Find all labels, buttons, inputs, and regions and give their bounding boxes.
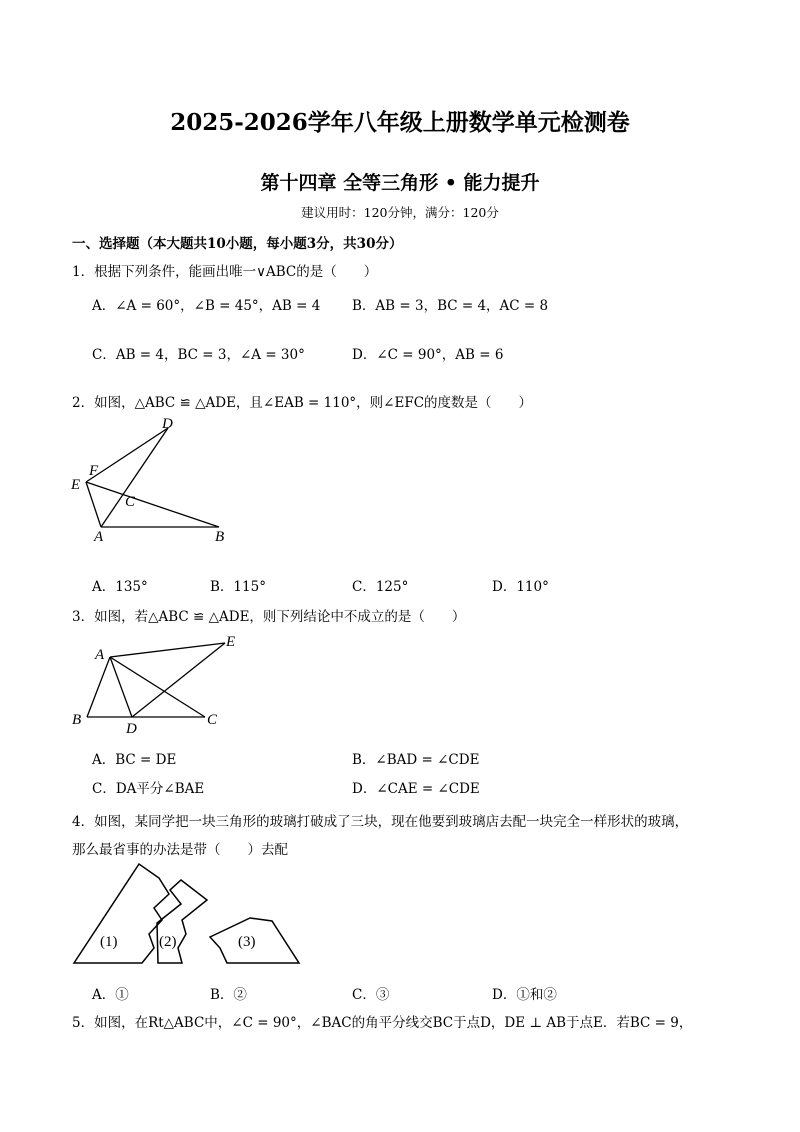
line-AE	[110, 643, 225, 657]
exam-meta: 建议用时：120分钟，满分：120分	[301, 205, 499, 220]
question-4-option-d: D．①和②	[492, 987, 557, 1003]
question-2-option-c: C．125°	[352, 579, 409, 595]
question-4-stem-line1: 4．如图，某同学把一块三角形的玻璃打破成了三块，现在他要到玻璃店去配一块完全一样形状的玻璃，	[72, 814, 689, 830]
label-D: D	[126, 721, 137, 737]
question-3-figure	[60, 628, 260, 738]
section-heading: 一、选择题（本大题共10小题，每小题3分，共30分）	[72, 236, 403, 252]
label-E: E	[71, 477, 81, 493]
label-A: A	[94, 529, 104, 545]
question-4-option-c: C．③	[352, 987, 390, 1003]
question-1-option-d: D．∠C = 90°，AB = 6	[352, 347, 504, 363]
chapter-subtitle: 第十四章 全等三角形 • 能力提升	[260, 172, 540, 194]
label-F: F	[89, 463, 99, 479]
question-4-stem-line2: 那么最省事的办法是带（ ）去配	[72, 842, 288, 858]
question-1-stem: 1．根据下列条件，能画出唯一∨ABC的是（ ）	[72, 264, 378, 280]
line-ED	[86, 428, 168, 482]
question-3-stem: 3．如图，若△ABC ≌ △ADE，则下列结论中不成立的是（ ）	[72, 609, 466, 625]
piece-1-label: (1)	[100, 934, 118, 950]
label-B: B	[72, 712, 82, 728]
label-B: B	[215, 529, 225, 545]
line-AC	[110, 657, 205, 717]
question-4-figure	[60, 858, 310, 973]
question-3-option-d: D．∠CAE = ∠CDE	[352, 781, 480, 797]
question-4-option-a: A．①	[92, 987, 129, 1003]
question-1-option-b: B．AB = 3，BC = 4，AC = 8	[352, 298, 549, 314]
glass-piece-1	[74, 864, 169, 963]
question-3-option-b: B．∠BAD = ∠CDE	[352, 752, 480, 768]
line-AB	[87, 657, 110, 717]
line-EA	[86, 482, 101, 527]
question-1-option-c: C．AB = 4，BC = 3，∠A = 30°	[92, 347, 305, 363]
question-2-figure	[60, 412, 240, 547]
question-2-stem: 2．如图，△ABC ≌ △ADE，且∠EAB = 110°，则∠EFC的度数是（ ）	[72, 395, 533, 411]
question-1-option-a: A．∠A = 60°，∠B = 45°，AB = 4	[92, 298, 321, 314]
question-3-option-a: A．BC = DE	[92, 752, 177, 768]
label-D: D	[162, 416, 173, 432]
question-4-option-b: B．②	[210, 987, 247, 1003]
question-5-stem: 5．如图，在Rt△ABC中，∠C = 90°，∠BAC的角平分线交BC于点D，DE ⊥ AB于点E．若BC = 9，	[72, 1015, 693, 1031]
label-C: C	[125, 494, 136, 510]
question-3-option-c: C．DA平分∠BAE	[92, 781, 205, 797]
piece-2-label: (2)	[159, 934, 177, 950]
label-E: E	[226, 634, 236, 650]
label-C: C	[207, 712, 218, 728]
line-DA	[101, 428, 168, 527]
glass-piece-2	[157, 880, 207, 963]
question-2-option-a: A．135°	[92, 579, 148, 595]
piece-3-label: (3)	[238, 934, 256, 950]
question-2-option-d: D．110°	[492, 579, 549, 595]
label-A: A	[95, 647, 105, 663]
line-AD	[110, 657, 132, 717]
exam-title: 2025-2026学年八年级上册数学单元检测卷	[170, 109, 630, 136]
question-2-option-b: B．115°	[210, 579, 266, 595]
